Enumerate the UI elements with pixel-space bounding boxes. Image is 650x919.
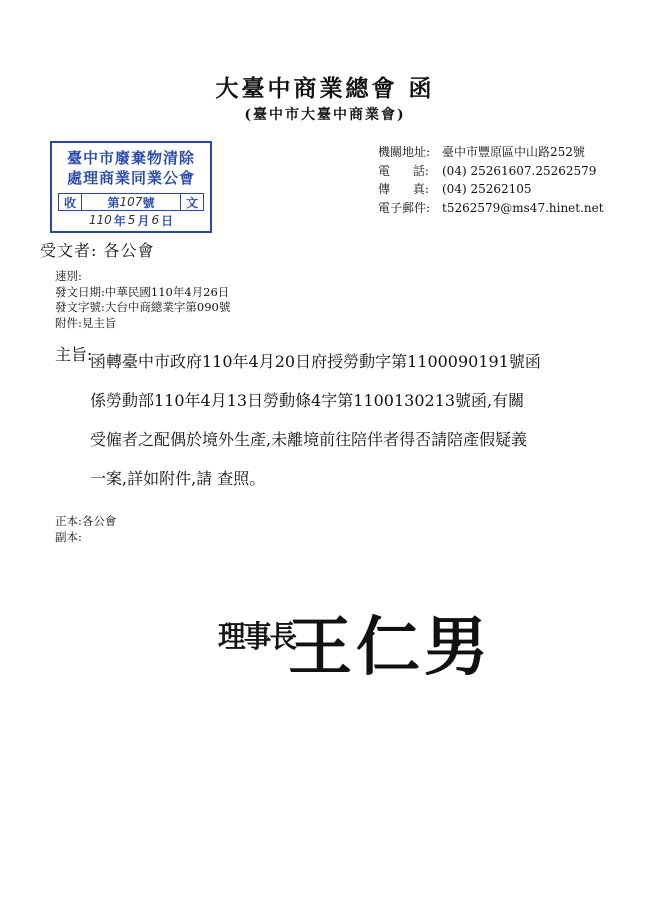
speed-label: 速別: <box>55 269 82 283</box>
address-label: 機關地址: <box>378 145 431 159</box>
subject-label: 主旨: <box>55 345 93 364</box>
phone-row <box>378 162 604 181</box>
reference-label: 發文字號: <box>55 300 105 314</box>
stamp-number-cell <box>82 194 181 210</box>
issue-date-value: 中華民國110年4月26日 <box>104 284 230 299</box>
subject-line: 受僱者之配偶於境外生產,未離境前往陪伴者得否請陪產假疑義 <box>90 430 528 449</box>
meta-block <box>55 269 230 331</box>
issue-date-label: 發文日期: <box>55 284 105 299</box>
signature-title: 理事長 <box>218 620 296 655</box>
document-subtitle: (臺中市大臺中商業會) <box>244 107 406 123</box>
fax-row <box>378 180 604 199</box>
attachment-value: 見主旨 <box>81 315 117 330</box>
email-label: 電子郵件: <box>378 200 431 215</box>
stamp-org-line1: 臺中市廢棄物清除 <box>66 149 195 167</box>
phone-label: 電 話: <box>378 163 429 178</box>
address-row <box>378 143 604 162</box>
stamp-doc-char: 文 <box>185 195 198 210</box>
stamp-number-suffix: 號 <box>142 195 155 210</box>
subject-line: 一案,詳如附件,請 查照。 <box>90 469 266 488</box>
reference-row <box>55 300 230 316</box>
main-copy-label: 正本: <box>55 514 82 528</box>
subject-line: 係勞動部110年4月13日勞動條4字第1100130213號函,有關 <box>90 391 525 410</box>
cc-row <box>55 529 116 545</box>
stamp-date-row <box>58 213 204 227</box>
stamp-month-char: 月 <box>137 213 150 228</box>
received-stamp <box>50 141 212 233</box>
email-value: t5262579@ms47.hinet.net <box>442 200 604 215</box>
subject-body <box>90 342 610 498</box>
reference-value: 大台中商總業字第090號 <box>104 300 231 314</box>
recipient-line <box>40 238 155 261</box>
stamp-recv-char: 收 <box>59 194 82 210</box>
document-title: 大臺中商業總會 函 <box>215 75 435 102</box>
stamp-number-value: 107 <box>119 195 143 209</box>
email-row <box>378 199 604 218</box>
recipient-value: 各公會 <box>103 241 155 260</box>
stamp-number-row <box>58 193 204 211</box>
stamp-day-char: 日 <box>161 213 174 228</box>
main-copy-row <box>55 513 116 529</box>
cc-label: 副本: <box>55 530 82 544</box>
fax-label: 傳 真: <box>378 182 429 196</box>
attachment-row <box>55 316 230 332</box>
stamp-date-year: 110 <box>88 213 112 227</box>
main-copy-value: 各公會 <box>81 514 117 528</box>
stamp-org-line2: 處理商業同業公會 <box>66 169 195 187</box>
issue-date-row <box>55 285 230 301</box>
contact-block <box>378 143 604 217</box>
fax-value: (04) 25262105 <box>442 182 532 196</box>
stamp-number-prefix: 第 <box>107 195 120 210</box>
phone-value: (04) 25261607.25262579 <box>442 163 597 178</box>
stamp-year-char: 年 <box>113 213 126 228</box>
signature-name: 王仁男 <box>288 610 492 685</box>
stamp-date-month: 5 <box>127 213 136 227</box>
address-value: 臺中市豐原區中山路252號 <box>442 145 585 159</box>
speed-row <box>55 269 230 285</box>
subject-line: 函轉臺中市政府110年4月20日府授勞動字第1100090191號函 <box>90 352 541 371</box>
recipient-label: 受文者: <box>40 241 98 260</box>
distribution-block <box>55 513 116 545</box>
attachment-label: 附件: <box>55 315 82 330</box>
stamp-date-day: 6 <box>151 213 160 227</box>
